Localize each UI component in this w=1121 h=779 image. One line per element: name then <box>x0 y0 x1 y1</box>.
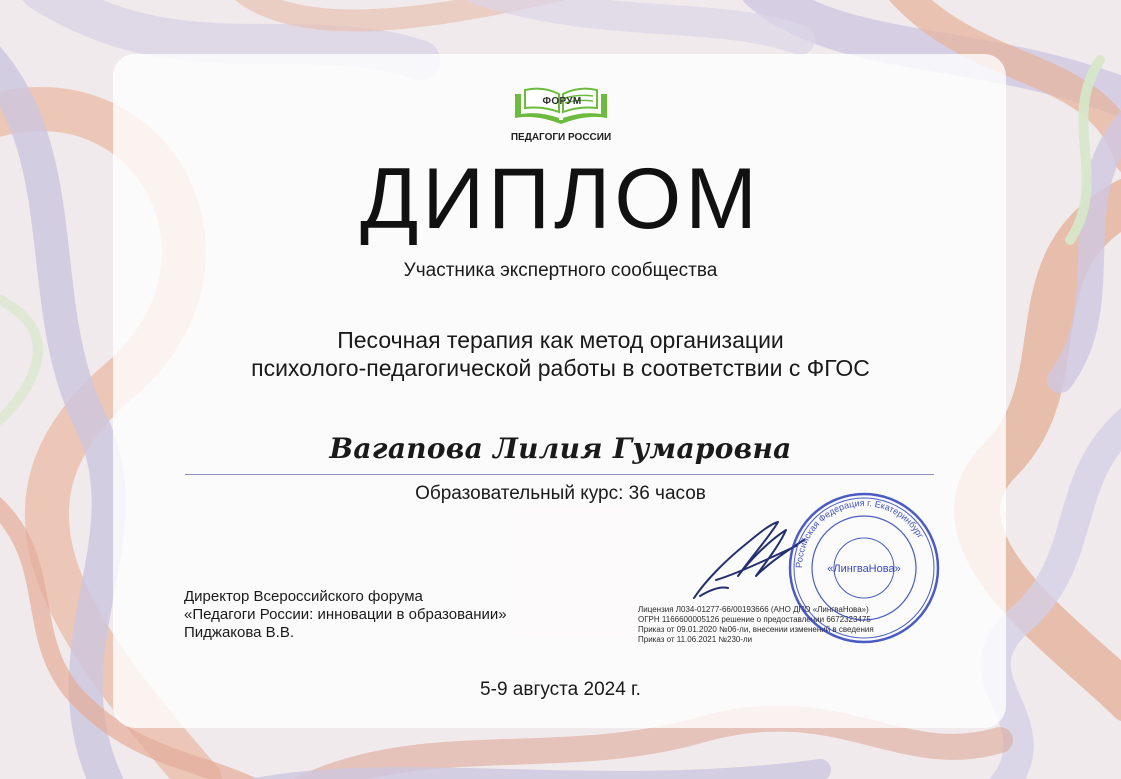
course-title-line1: Песочная терапия как метод организации <box>337 327 784 353</box>
diploma-subtitle: Участника экспертного сообщества <box>403 260 718 281</box>
director-line1: Директор Всероссийского форума <box>184 588 423 605</box>
forum-logo <box>505 84 617 148</box>
stamp-outer-text: Российская Федерация г. Екатеринбург <box>793 497 926 569</box>
name-underline <box>185 474 934 475</box>
license-line3: Приказ от 09.01.2020 №06-ли, внесении изменений в сведения <box>638 625 874 634</box>
logo-bottom-text: ПЕДАГОГИ РОССИИ <box>510 132 612 143</box>
director-line2: «Педагоги России: инновации в образовании» <box>184 606 507 623</box>
recipient-name: Вагапова Лилия Гумаровна <box>329 432 792 465</box>
license-line1: Лицензия Л034-01277-66/00193666 (АНО ДПО «ЛингваНова») <box>638 605 869 614</box>
director-line3: Пиджакова В.В. <box>184 624 295 641</box>
license-line4: Приказ от 11.06.2021 №230-ли <box>638 635 753 644</box>
diploma-title: ДИПЛОМ <box>360 151 761 247</box>
open-book-icon <box>505 84 617 132</box>
course-date: 5-9 августа 2024 г. <box>480 679 641 700</box>
course-title-line2: психолого-педагогической работы в соответствии с ФГОС <box>251 355 870 381</box>
stamp-center-text: «ЛингваНова» <box>827 563 901 575</box>
course-title <box>0 326 1121 382</box>
license-line2: ОГРН 1166600005126 решение о предоставлении 6672323475 <box>638 615 871 624</box>
director-block <box>184 588 644 642</box>
course-hours: Образовательный курс: 36 часов <box>415 483 706 504</box>
organization-stamp <box>786 490 942 646</box>
logo-top-text: ФОРУМ <box>542 96 582 107</box>
